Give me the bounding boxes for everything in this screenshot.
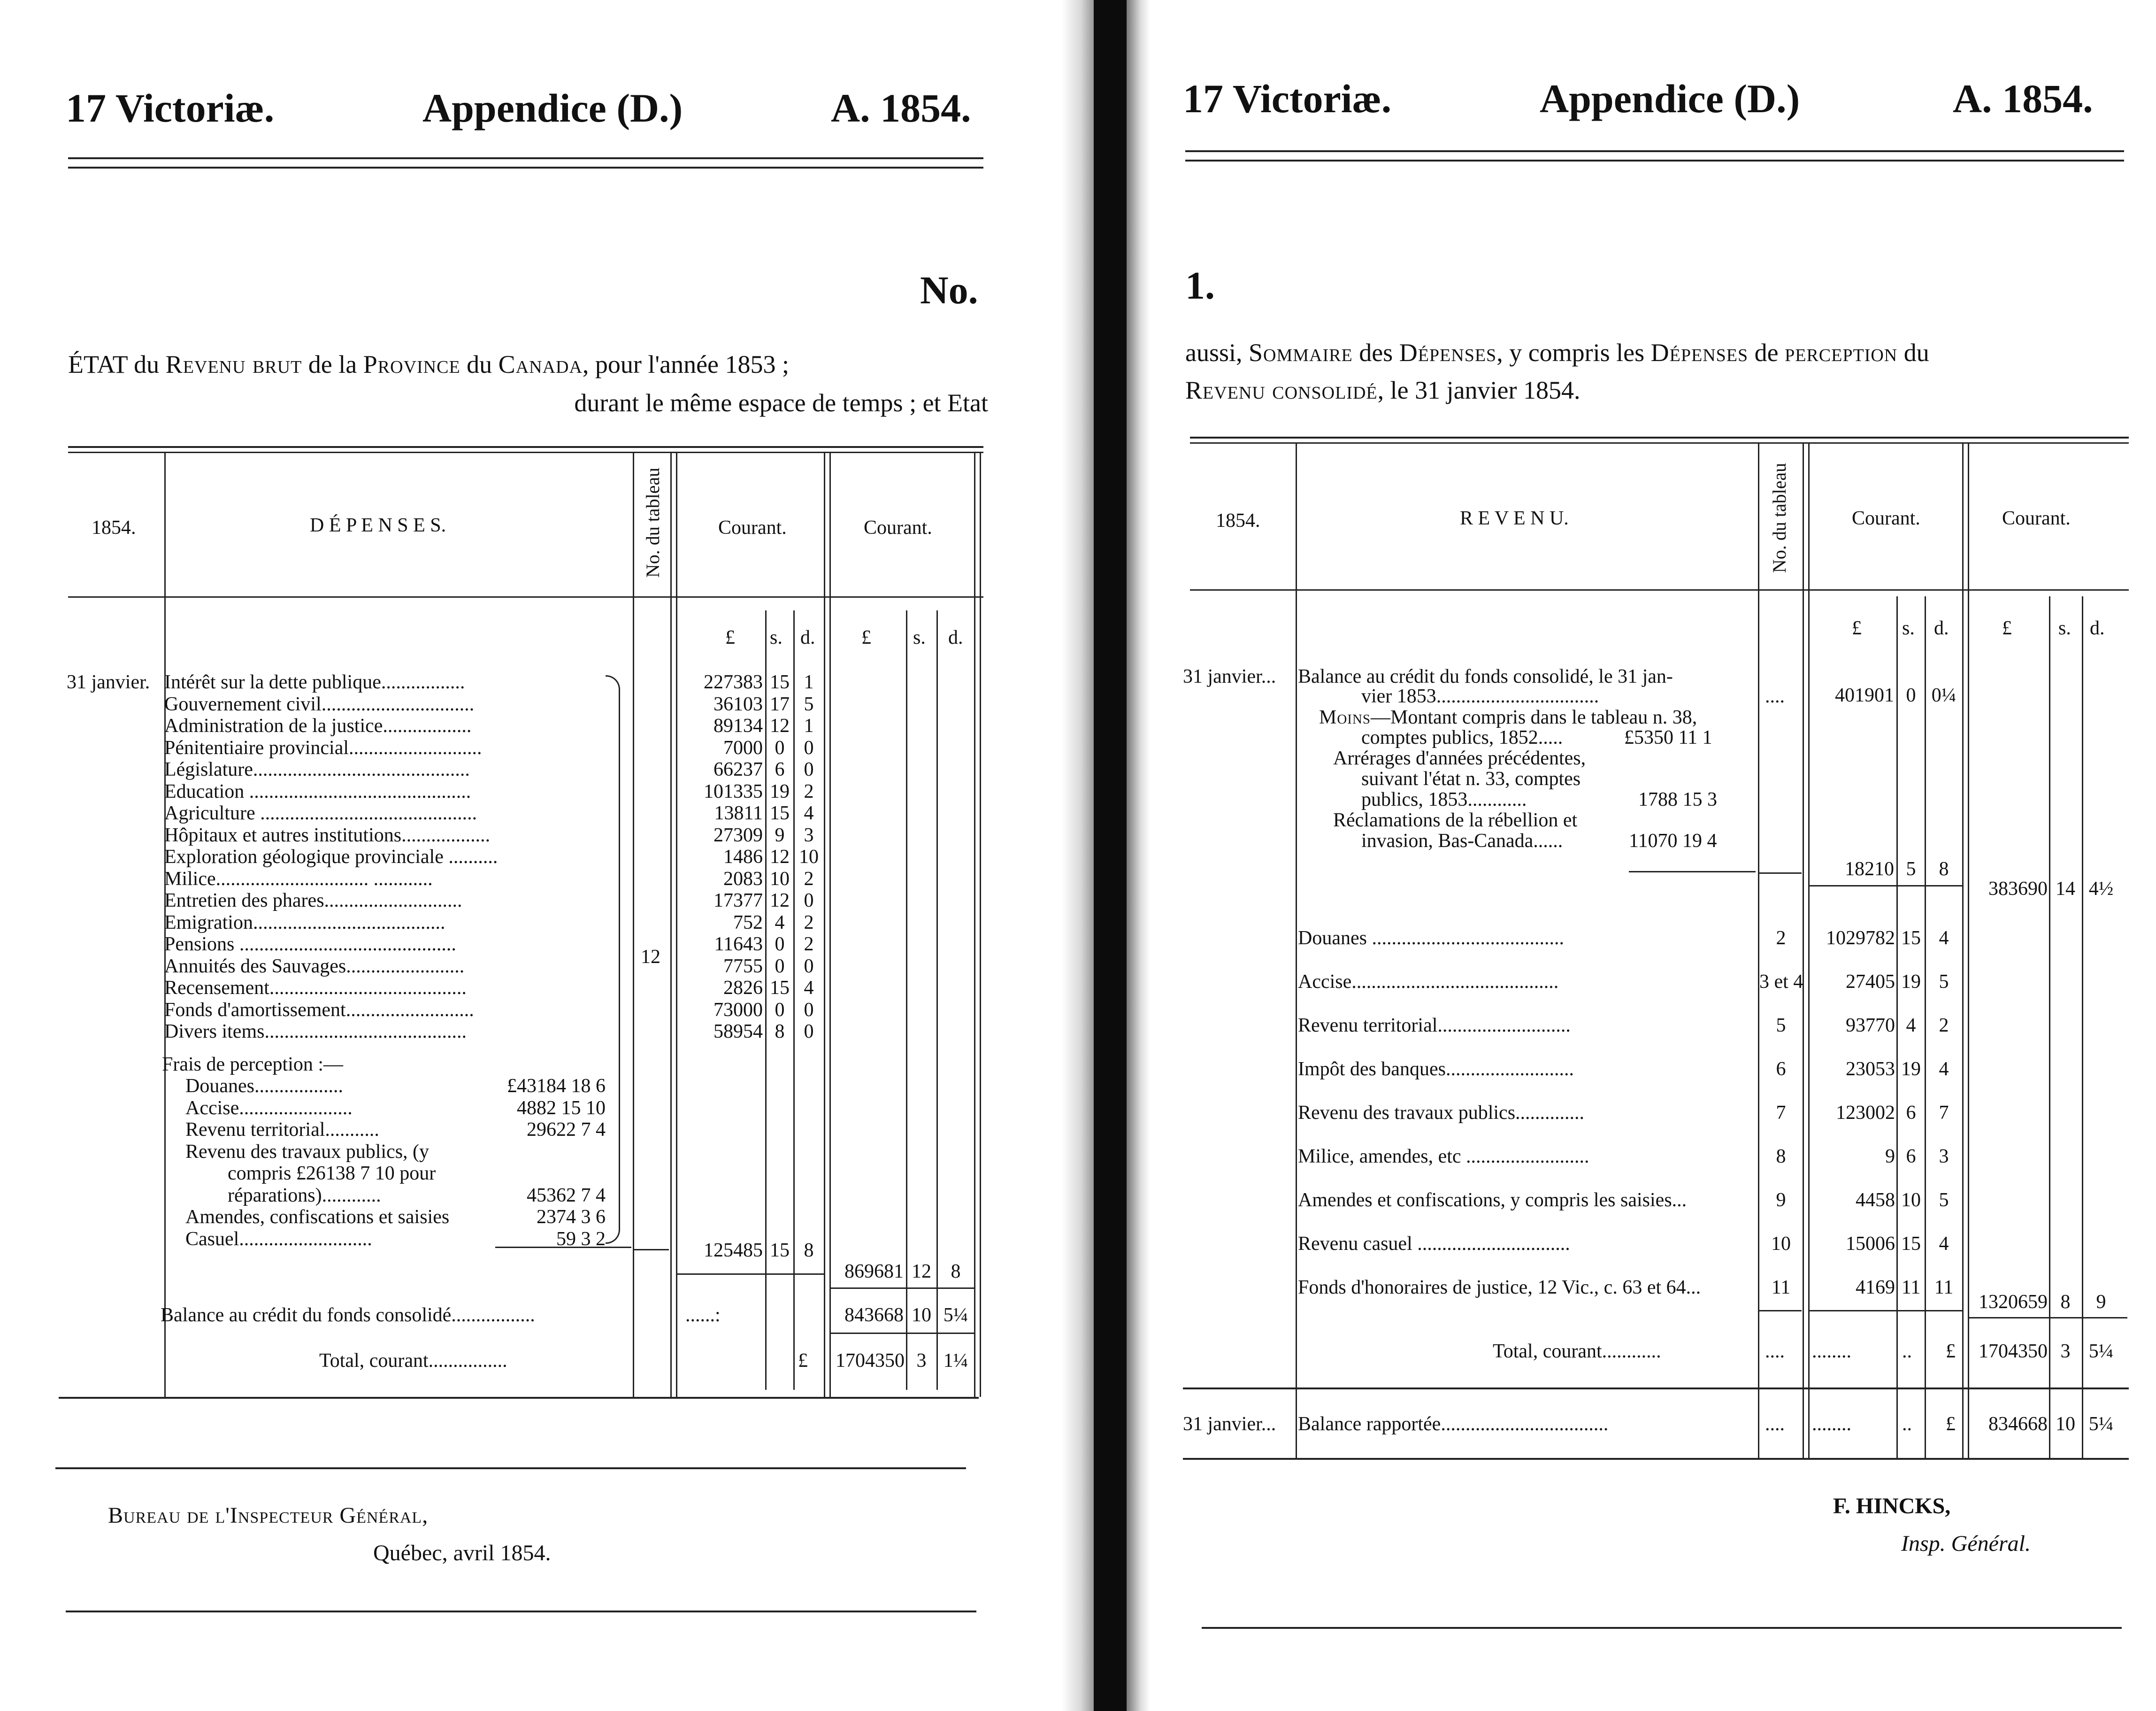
expense-label: Agriculture ............................................ (164, 802, 477, 824)
total-pound: £ (798, 1350, 808, 1372)
running-head-right-r: A. 1854. (1953, 76, 2093, 121)
table-top-rule (68, 446, 983, 448)
carried-d: 5¼ (2088, 1413, 2114, 1435)
moins-line-2: comptes publics, 1852..... (1361, 727, 1563, 748)
moins-line-3: Arrérages d'années précédentes, (1333, 748, 1586, 769)
expense-label: Divers items......................................... (164, 1021, 467, 1042)
moins-line-5-amt: 1788 15 3 (1638, 789, 1717, 810)
expense-shillings: 9 (775, 824, 785, 846)
revenue-pence: 2 (1939, 1015, 1949, 1036)
revenue-ref: 6 (1776, 1058, 1786, 1080)
total-s: 3 (916, 1350, 927, 1372)
footer-place-date: Québec, avril 1854. (373, 1541, 551, 1565)
revenue-pence: 11 (1934, 1277, 1954, 1298)
revenue-pounds: 15006 (1846, 1233, 1895, 1255)
revenue-ref: 7 (1776, 1102, 1786, 1124)
revenue-ref: 2 (1776, 927, 1786, 949)
col-line-4 (824, 453, 825, 1397)
header-courant-2: Courant. (864, 517, 932, 539)
carried-ref-dots: .... (1765, 1413, 1785, 1435)
expense-pounds: 58954 (714, 1021, 763, 1042)
expense-shillings: 10 (770, 868, 790, 890)
total-label-r: Total, courant............ (1493, 1341, 1661, 1362)
expense-label: Recensement........................................ (164, 977, 467, 999)
depenses-underline (829, 1287, 974, 1289)
revenue-ref: 8 (1776, 1146, 1786, 1167)
footer-rule-1 (55, 1467, 966, 1469)
moins-line-5: publics, 1853............ (1361, 789, 1527, 810)
subtotal-underline (676, 1273, 824, 1275)
minus-total-s: 5 (1906, 858, 1916, 880)
moins-line: Moins—Montant compris dans le tableau n. 38, (1319, 707, 1697, 728)
carried-label: Balance rapportée.................................. (1298, 1413, 1609, 1435)
revenue-underline (1808, 1310, 1962, 1311)
expense-shillings: 15 (770, 802, 790, 824)
gutter-shadow (1062, 0, 1094, 1711)
revenue-shillings: 10 (1901, 1189, 1921, 1211)
unit-shilling-2-r: s. (2058, 617, 2071, 639)
header-courant-1-r: Courant. (1852, 508, 1920, 529)
expense-pounds: 73000 (714, 999, 763, 1021)
table-top-rule-r (1190, 437, 2129, 439)
running-head-right: A. 1854. (831, 85, 971, 131)
unit-pence-2: d. (948, 627, 963, 648)
expense-pence: 1 (804, 671, 814, 693)
total-pound-r: £ (1946, 1341, 1956, 1362)
table-top-rule-r2 (1190, 442, 2129, 444)
expense-label: Pensions ............................................ (164, 933, 456, 955)
perception-item-amount: 59 3 2 (556, 1228, 606, 1250)
revenue-total-underline (1968, 1317, 2127, 1318)
unit-pence-2-r: d. (2090, 617, 2105, 639)
balance-dots: ......: (685, 1304, 721, 1326)
expense-pounds: 27309 (714, 824, 763, 846)
perception-subtotal-d: 8 (804, 1240, 814, 1261)
total-depenses-s: 12 (912, 1261, 931, 1282)
expense-shillings: 0 (775, 933, 785, 955)
total-s-r: 3 (2060, 1341, 2071, 1362)
running-head-center: Appendice (D.) (422, 85, 683, 131)
running-head-left-r: 17 Victoriæ. (1183, 76, 1392, 121)
balance-block-d: 0¼ (1931, 685, 1957, 706)
minus-total-l: 18210 (1845, 858, 1894, 880)
revenue-label: Revenu casuel ............................... (1298, 1233, 1570, 1255)
header-year: 1854. (92, 517, 136, 539)
revenue-ref: 3 et 4 (1759, 971, 1803, 993)
col-line-3-r (1803, 444, 1804, 1458)
balance-l: 843668 (844, 1304, 904, 1326)
unit-shilling-1: s. (770, 627, 783, 648)
expense-pounds: 89134 (714, 715, 763, 737)
col-line-5 (974, 453, 975, 1397)
expense-pence: 0 (804, 759, 814, 780)
page-label: No. (920, 269, 978, 312)
carried-s1-dots: .. (1902, 1413, 1912, 1435)
revenue-shillings: 6 (1906, 1102, 1916, 1124)
unit-pound-2-r: £ (2002, 617, 2012, 639)
expense-pence: 5 (804, 693, 814, 715)
revenue-ref: 10 (1771, 1233, 1791, 1255)
expense-label: Gouvernement civil............................... (164, 693, 475, 715)
expense-pence: 0 (804, 737, 814, 759)
revenue-shillings: 19 (1901, 1058, 1921, 1080)
moins-line-6: Réclamations de la rébellion et (1333, 809, 1578, 831)
revenue-pounds: 4169 (1856, 1277, 1895, 1298)
total-d-r: 5¼ (2088, 1341, 2114, 1362)
running-head-left: 17 Victoriæ. (66, 85, 275, 131)
col-line-3 (670, 453, 672, 1397)
expense-pence: 0 (804, 890, 814, 911)
revenue-pence: 3 (1939, 1146, 1949, 1167)
expense-shillings: 15 (770, 977, 790, 999)
unit-pence-1: d. (800, 627, 815, 648)
header-courant-1: Courant. (718, 517, 787, 539)
carried-l: 834668 (1988, 1413, 2048, 1435)
expense-pence: 0 (804, 1021, 814, 1042)
perception-item-amount: 2374 3 6 (537, 1206, 606, 1228)
expense-pounds: 17377 (714, 890, 763, 911)
revenue-shillings: 11 (1901, 1277, 1921, 1298)
expense-label: Exploration géologique provinciale .......... (164, 846, 498, 868)
moins-line-4: suivant l'état n. 33, comptes (1361, 768, 1581, 790)
revenue-shillings: 6 (1906, 1146, 1916, 1167)
revenue-label: Douanes ....................................... (1298, 927, 1564, 949)
total-l: 1704350 (836, 1350, 905, 1372)
footer-rule-r (1202, 1627, 2122, 1629)
expense-label: Entretien des phares............................ (164, 890, 462, 911)
table-bottom-rule-r (1183, 1458, 2129, 1460)
col-line-4b (829, 453, 831, 1397)
revenue-pence: 5 (1939, 1189, 1949, 1211)
total-ref-dots-r: .... (1765, 1341, 1785, 1362)
expense-pounds: 227383 (704, 671, 763, 693)
expense-pence: 1 (804, 715, 814, 737)
expense-shillings: 0 (775, 999, 785, 1021)
expense-pence: 4 (804, 977, 814, 999)
carried-l1-dots: ........ (1812, 1413, 1851, 1435)
expense-label: Milice............................... ............ (164, 868, 433, 890)
balance-s: 10 (912, 1304, 931, 1326)
net-balance-d: 4½ (2088, 878, 2114, 900)
perception-title: Frais de perception :— (162, 1054, 344, 1075)
grouping-brace (606, 675, 620, 1244)
expense-pence: 2 (804, 933, 814, 955)
balance-block-ref: .... (1765, 686, 1785, 707)
table-bottom-rule (59, 1397, 979, 1399)
perception-item-label: Amendes, confiscations et saisies (185, 1206, 450, 1228)
expense-pounds: 13811 (714, 802, 763, 824)
revenue-ref: 11 (1771, 1277, 1791, 1298)
carried-s: 10 (2056, 1413, 2075, 1435)
revenue-label: Amendes et confiscations, y compris les saisies... (1298, 1189, 1687, 1211)
revenue-pounds: 93770 (1846, 1015, 1895, 1036)
unit-shilling-1-r: s. (1902, 617, 1915, 639)
expense-label: Pénitentiaire provincial........................... (164, 737, 482, 759)
expense-shillings: 19 (770, 780, 790, 802)
footer-rule-2 (66, 1611, 976, 1612)
revenue-total-d: 9 (2096, 1291, 2106, 1313)
intro-line-1: ÉTAT du Revenu brut de la Province du Canada, pour l'année 1853 ; (68, 350, 790, 378)
revenue-pounds: 1029782 (1826, 927, 1895, 949)
expense-pounds: 2083 (723, 868, 763, 890)
col-line-3b-r (1808, 444, 1810, 1458)
net-balance-s: 14 (2056, 878, 2075, 900)
expense-pence: 0 (804, 955, 814, 977)
revenue-label: Revenu territorial........................... (1298, 1015, 1571, 1036)
revenue-pence: 7 (1939, 1102, 1949, 1124)
header-ref: No. du tableau (642, 467, 663, 578)
revenue-pounds: 27405 (1846, 971, 1895, 993)
expense-pence: 3 (804, 824, 814, 846)
unit-pound-2: £ (861, 627, 871, 648)
date-label: 31 janvier. (67, 671, 150, 693)
signature-title: Insp. Général. (1901, 1531, 2031, 1556)
expense-shillings: 0 (775, 737, 785, 759)
col-line-2 (633, 453, 634, 1397)
expense-pounds: 752 (733, 911, 763, 933)
intro-line-1-r: aussi, Sommaire des Dépenses, y compris les Dépenses de perception du (1185, 339, 1929, 367)
moins-line-2-amt: £5350 11 1 (1624, 727, 1712, 748)
revenue-shillings: 4 (1906, 1015, 1916, 1036)
balance-underline (829, 1333, 974, 1334)
revenue-pounds: 123002 (1836, 1102, 1895, 1124)
expense-label: Intérêt sur la dette publique................. (164, 671, 465, 693)
perception-item-amount: £43184 18 6 (507, 1075, 606, 1097)
perception-item-amount: 4882 15 10 (517, 1097, 606, 1119)
total-depenses-d: 8 (951, 1261, 961, 1282)
revenue-label: Impôt des banques.......................... (1298, 1058, 1574, 1080)
unit-pence-1-r: d. (1934, 617, 1949, 639)
expense-pounds: 101335 (704, 780, 763, 802)
col-line-5b (980, 453, 981, 1397)
expense-label: Administration de la justice.................. (164, 715, 472, 737)
revenue-label: Milice, amendes, etc ......................... (1298, 1146, 1589, 1167)
unit-pound-1: £ (725, 627, 735, 648)
signature-name: F. HINCKS, (1833, 1494, 1951, 1518)
expense-pounds: 1486 (723, 846, 763, 868)
expense-pounds: 36103 (714, 693, 763, 715)
expense-pounds: 66237 (714, 759, 763, 780)
ref-underline (634, 1249, 669, 1250)
expense-pence: 4 (804, 802, 814, 824)
revenue-pence: 5 (1939, 971, 1949, 993)
expense-label: Hôpitaux et autres institutions.................. (164, 824, 491, 846)
balance-label: Balance au crédit du fonds consolidé................. (161, 1304, 535, 1326)
perception-underline (495, 1247, 631, 1248)
expense-pounds: 11643 (714, 933, 763, 955)
table-top-rule-2 (68, 452, 983, 453)
total-s1-dots-r: .. (1902, 1341, 1912, 1362)
perception-item-label: Revenu territorial........... (185, 1119, 379, 1141)
minus-total-underline (1808, 885, 1962, 886)
perception-item-label: Casuel........................... (185, 1228, 372, 1250)
footer-bureau: Bureau de l'Inspecteur Général, (108, 1503, 429, 1528)
net-balance-l: 383690 (1988, 878, 2048, 900)
perception-item-label: Revenu des travaux publics, (y (185, 1141, 430, 1163)
expense-label: Education ............................................. (164, 780, 471, 802)
perception-item-amount: 45362 7 4 (527, 1184, 606, 1206)
moins-line-7-amt: 11070 19 4 (1629, 830, 1717, 852)
expense-shillings: 12 (770, 890, 790, 911)
col-line-d2-r (2082, 596, 2083, 1458)
expense-shillings: 12 (770, 715, 790, 737)
revenue-pence: 4 (1939, 927, 1949, 949)
col-line-3b (676, 453, 677, 1397)
header-category-r: R E V E N U. (1460, 508, 1569, 529)
perception-item-label: compris £26138 7 10 pour (228, 1163, 436, 1184)
total-label: Total, courant................ (319, 1350, 507, 1372)
revenue-ref: 9 (1776, 1189, 1786, 1211)
expense-label: Annuités des Sauvages........................ (164, 955, 465, 977)
carried-pound: £ (1946, 1413, 1956, 1435)
carried-date: 31 janvier... (1183, 1413, 1276, 1435)
book-gutter (1094, 0, 1127, 1711)
col-line-2-r (1758, 444, 1759, 1458)
header-courant-2-r: Courant. (2002, 508, 2071, 529)
revenue-shillings: 19 (1901, 971, 1921, 993)
expense-shillings: 0 (775, 955, 785, 977)
page-label-r: 1. (1185, 264, 1215, 308)
revenue-label: Fonds d'honoraires de justice, 12 Vic., c. 63 et 64... (1298, 1277, 1701, 1298)
header-rule-r (1185, 150, 2124, 162)
revenue-pence: 4 (1939, 1233, 1949, 1255)
expense-shillings: 15 (770, 671, 790, 693)
perception-item-label: Douanes.................. (185, 1075, 343, 1097)
header-year-r: 1854. (1216, 510, 1260, 532)
expense-shillings: 8 (775, 1021, 785, 1042)
table-total-rule-r (1183, 1387, 2129, 1389)
revenue-ref: 5 (1776, 1015, 1786, 1036)
revenue-total-l: 1320659 (1979, 1291, 2048, 1313)
header-bottom-rule-r (1190, 589, 2129, 591)
left-page (0, 0, 1066, 1711)
perception-item-amount: 29622 7 4 (527, 1119, 606, 1141)
header-bottom-rule (68, 596, 983, 598)
expense-shillings: 17 (770, 693, 790, 715)
header-ref-r: No. du tableau (1769, 462, 1790, 573)
expense-pounds: 7000 (723, 737, 763, 759)
unit-pound-1-r: £ (1852, 617, 1862, 639)
moins-underline (1629, 871, 1756, 872)
perception-item-label: réparations)............ (228, 1184, 381, 1206)
ref-total-underline-r (1759, 1310, 1802, 1311)
intro-line-2-r: Revenu consolidé, le 31 janvier 1854. (1185, 376, 1581, 404)
expense-label: Législature............................................ (164, 759, 470, 780)
expense-pence: 10 (799, 846, 819, 868)
perception-item-label: Accise....................... (185, 1097, 353, 1119)
balance-block-l: 401901 (1835, 685, 1894, 706)
revenue-total-s: 8 (2060, 1291, 2071, 1313)
balance-block-s: 0 (1906, 685, 1916, 706)
total-d: 1¼ (943, 1350, 968, 1372)
revenue-pounds: 4458 (1856, 1189, 1895, 1211)
ref-underline-r (1759, 872, 1802, 874)
total-l1-dots-r: ........ (1812, 1341, 1851, 1362)
date-label-r: 31 janvier... (1183, 666, 1276, 687)
balance-block-line-1: Balance au crédit du fonds consolidé, le 31 jan- (1298, 666, 1673, 687)
expense-shillings: 12 (770, 846, 790, 868)
revenue-label: Accise.......................................... (1298, 971, 1559, 993)
col-line-s2-r (2049, 596, 2050, 1458)
unit-shilling-2: s. (913, 627, 926, 648)
expense-label: Emigration....................................... (164, 911, 445, 933)
ref-value: 12 (641, 946, 660, 968)
expense-shillings: 4 (775, 911, 785, 933)
revenue-label: Revenu des travaux publics.............. (1298, 1102, 1585, 1124)
expense-pounds: 7755 (723, 955, 763, 977)
total-l-r: 1704350 (1979, 1341, 2048, 1362)
balance-d: 5¼ (943, 1304, 968, 1326)
expense-pence: 2 (804, 911, 814, 933)
expense-pounds: 2826 (723, 977, 763, 999)
right-page (1145, 0, 2156, 1711)
balance-block-line-2: vier 1853................................. (1361, 686, 1599, 707)
total-depenses-l: 869681 (844, 1261, 904, 1282)
expense-shillings: 6 (775, 759, 785, 780)
col-line-1-r (1296, 444, 1297, 1458)
col-line-4-r (1962, 444, 1964, 1458)
perception-subtotal-l: 125485 (704, 1240, 763, 1261)
expense-pence: 2 (804, 868, 814, 890)
intro-line-2: durant le même espace de temps ; et Etat (574, 389, 988, 417)
minus-total-d: 8 (1939, 858, 1949, 880)
running-head-center-r: Appendice (D.) (1540, 76, 1800, 121)
revenue-pounds: 23053 (1846, 1058, 1895, 1080)
header-category: D É P E N S E S. (310, 515, 446, 536)
moins-line-7: invasion, Bas-Canada...... (1361, 830, 1563, 852)
header-rule (68, 157, 983, 169)
expense-pence: 2 (804, 780, 814, 802)
revenue-pence: 4 (1939, 1058, 1949, 1080)
expense-pence: 0 (804, 999, 814, 1021)
revenue-shillings: 15 (1901, 927, 1921, 949)
perception-subtotal-s: 15 (770, 1240, 790, 1261)
expense-label: Fonds d'amortissement.......................... (164, 999, 474, 1021)
revenue-shillings: 15 (1901, 1233, 1921, 1255)
revenue-pounds: 9 (1885, 1146, 1895, 1167)
